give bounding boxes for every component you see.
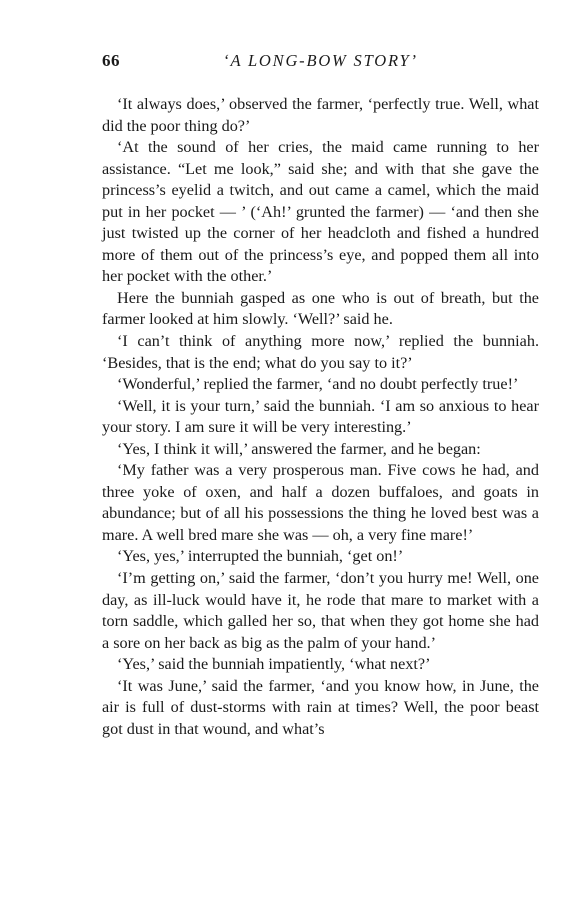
paragraph: ‘Yes, yes,’ interrupted the bunniah, ‘get on!’ [117, 547, 404, 566]
paragraph: ‘Wonderful,’ replied the farmer, ‘and no doubt perfectly true!’ [117, 375, 519, 394]
paragraph: Here the bunniah gasped as one who is out of breath, but the farmer looked at him slowly. ‘Well?’ said he. [102, 288, 539, 329]
page-number: 66 [102, 51, 120, 70]
paragraph: ‘I can’t think of anything more now,’ replied the bunniah. ‘Besides, that is the end; what do you say to it?’ [102, 332, 539, 372]
paragraph: ‘Yes, I think it will,’ answered the farmer, and he began: [117, 439, 481, 458]
paragraph: ‘At the sound of her cries, the maid came running to her assistance. “Let me look,” said she; and with that she gave the princess’s eyelid a twitch, and out came a camel, which the maid put in her pocket — ’ (‘Ah!’ grunted the farmer) — ‘and then she just twisted up the corner of her headcloth and fished a hundred more of them out of the princess’s eye, and popped them all into her pocket with the other.’ [102, 138, 539, 286]
paragraph: ‘Well, it is your turn,’ said the bunniah. ‘I am so anxious to hear your story. I am sure it will be very interesting.’ [102, 396, 539, 437]
book-page [102, 51, 539, 740]
running-title: ‘A LONG-BOW STORY’ [223, 51, 418, 70]
paragraph: ‘I’m getting on,’ said the farmer, ‘don’t you hurry me! Well, one day, as ill-luck would have it, he rode that mare to market with a torn saddle, which galled her so, that when they got home she had a sore on her back as big as the palm of your hand.’ [102, 569, 539, 652]
paragraph: ‘Yes,’ said the bunniah impatiently, ‘what next?’ [117, 655, 431, 674]
paragraph: ‘It was June,’ said the farmer, ‘and you know how, in June, the air is full of dust-storms with rain at times? Well, the poor beast got dust in that wound, and what’s [102, 676, 539, 738]
body-text [102, 94, 539, 740]
paragraph: ‘It always does,’ observed the farmer, ‘perfectly true. Well, what did the poor thing do?’ [102, 95, 539, 135]
paragraph: ‘My father was a very prosperous man. Five cows he had, and three yoke of oxen, and half a dozen buffaloes, and goats in abundance; but of all his possessions the thing he loved best was a mare. A well bred mare she was — oh, a very fine mare!’ [102, 461, 539, 544]
page-header [102, 51, 539, 77]
